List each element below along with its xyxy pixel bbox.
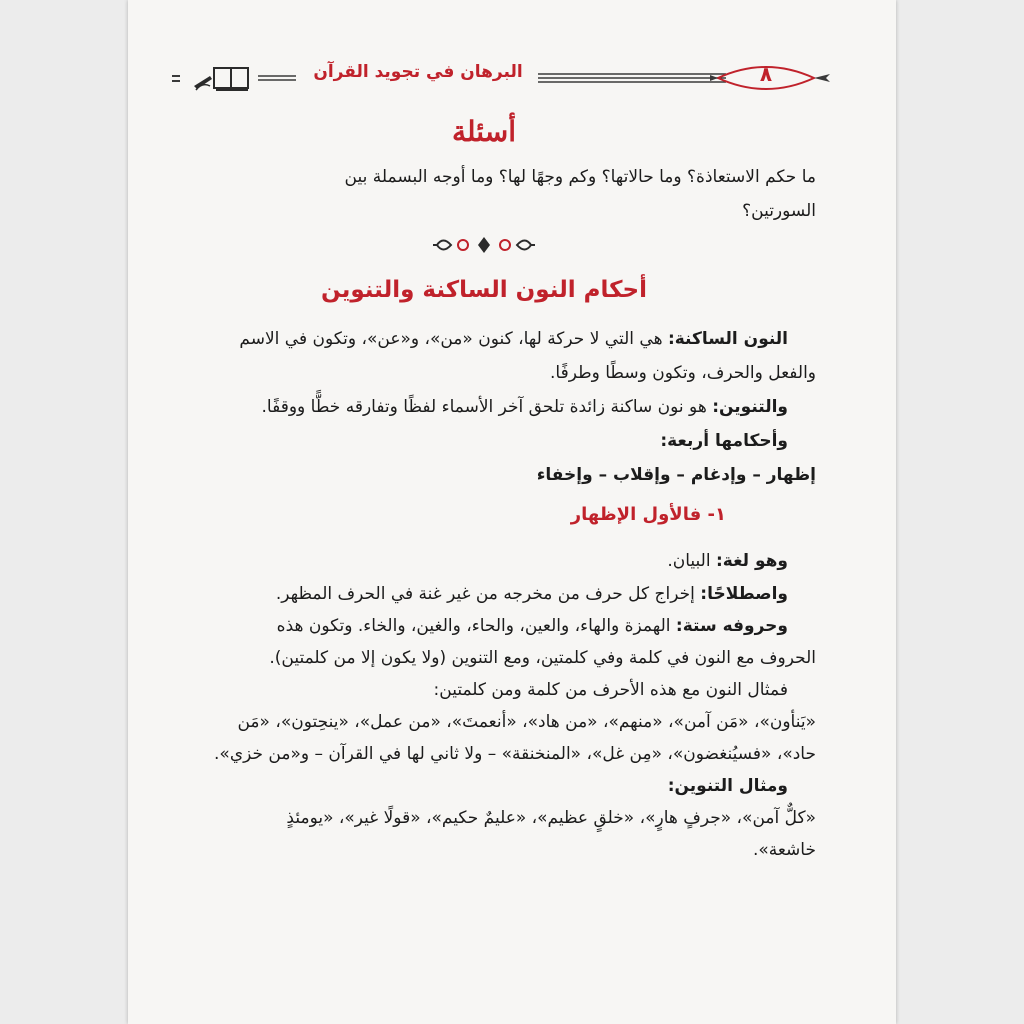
istilah-label: واصطلاحًا: (700, 584, 788, 604)
tanween-example-intro: ومثال التنوين: (667, 776, 788, 796)
tanween-label: والتنوين: (712, 397, 788, 417)
noon-example-intro: فمثال النون مع هذه الأحرف من كلمة ومن كلمتين: (433, 680, 788, 700)
tanween-examples-line2: خاشعة». (752, 840, 816, 860)
izhar-letters (152, 610, 816, 642)
istilah-text: إخراج كل حرف من مخرجه من غير غنة في الحرف المظهر. (275, 584, 701, 604)
noon-label: النون الساكنة: (667, 329, 788, 349)
lugha-text: البيان. (667, 551, 716, 571)
noon-text-line1: هي التي لا حركة لها، كنون «من»، و«عن»، وتكون في الاسم (239, 329, 668, 349)
noon-text-line2: والفعل والحرف، وتكون وسطًا وطرفًا. (550, 363, 816, 383)
noon-examples-line2: حاد»، «فسيُنغضون»، «مِن غل»، «المنخنقة» – ولا ثاني لها في القرآن – و«من خزي». (214, 744, 816, 764)
book-title: البرهان في تجويد القرآن (313, 62, 523, 82)
page-content (152, 110, 816, 866)
book-pen-icon (192, 64, 252, 94)
questions-heading: أسئلة (452, 115, 516, 148)
letters-label: وحروفه ستة: (675, 616, 788, 636)
tanween-definition (152, 390, 816, 424)
izhar-title: ١- فالأول الإظهار (570, 504, 726, 525)
noon-examples-line1: «يَنأون»، «مَن آمن»، «منهم»، «من هاد»، «أنعمتَ»، «من عمل»، «ينحِتون»، «مَن (237, 712, 816, 732)
izhar-istilah (152, 578, 816, 610)
questions-text-line1: ما حكم الاستعاذة؟ وما حالاتها؟ وكم وجهًا لها؟ وما أوجه البسملة بين (344, 167, 816, 187)
page-number: ٨ (759, 62, 773, 86)
rules-count: وأحكامها أربعة: (660, 431, 788, 451)
questions-text-line2: السورتين؟ (742, 201, 816, 221)
izhar-lugha (152, 544, 816, 578)
running-header (158, 56, 834, 102)
ornament-divider-icon (429, 234, 539, 256)
section-title: أحكام النون الساكنة والتنوين (321, 277, 647, 303)
tanween-examples-line1: «كلٌّ آمن»، «جرفٍ هارٍ»، «خلقٍ عظيم»، «عليمٌ حكيم»، «قولًا غير»، «يومئذٍ (286, 808, 816, 828)
ornament-divider (152, 234, 816, 258)
lugha-label: وهو لغة: (715, 551, 788, 571)
letters-text-line2: الحروف مع النون في كلمة وفي كلمتين، ومع التنوين (ولا يكون إلا من كلمتين). (269, 648, 816, 668)
tanween-text: هو نون ساكنة زائدة تلحق آخر الأسماء لفظًا وتفارقه خطًّا ووقفًا. (261, 397, 713, 417)
letters-text-line1: الهمزة والهاء، والعين، والحاء، والغين، والخاء. وتكون هذه (276, 616, 676, 636)
noon-definition (152, 322, 816, 356)
book-page (128, 0, 896, 1024)
rules-list: إظهار – وإدغام – وإقلاب – وإخفاء (536, 465, 816, 485)
